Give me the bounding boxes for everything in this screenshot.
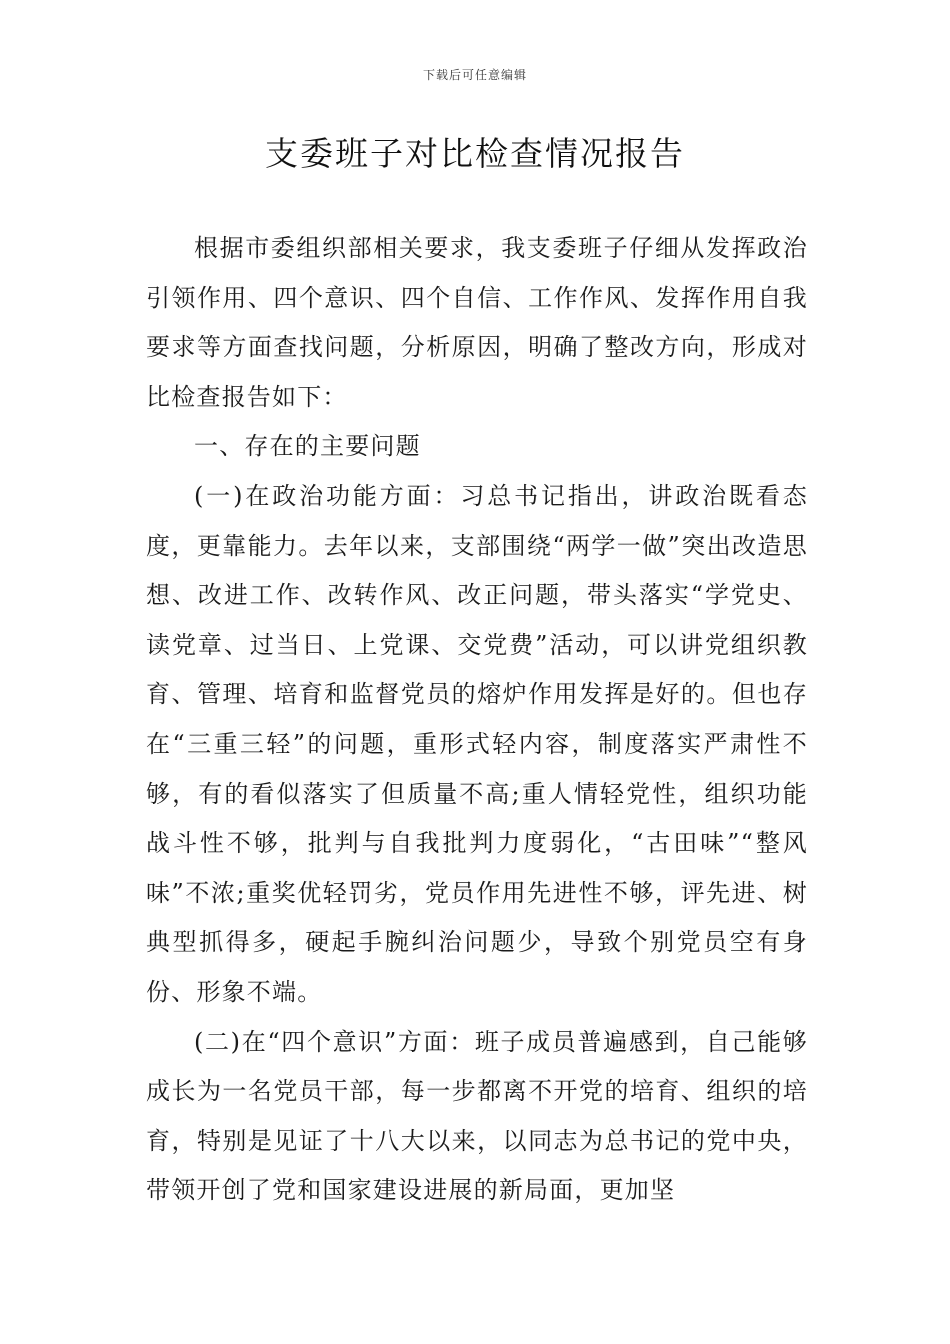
document-title: 支委班子对比检查情况报告 bbox=[265, 134, 685, 173]
paragraph-intro: 根据市委组织部相关要求，我支委班子仔细从发挥政治引领作用、四个意识、四个自信、工作作风、发挥作用自我要求等方面查找问题，分析原因，明确了整改方向，形成对比检查报告如下： bbox=[146, 234, 808, 411]
section-heading-main-problems: 一、存在的主要问题 bbox=[194, 432, 421, 461]
paragraph-political-function: (一)在政治功能方面：习总书记指出，讲政治既看态度，更靠能力。去年以来，支部围绕“两学一做”突出改造思想、改进工作、改转作风、改正问题，带头落实“学党史、读党章、过当日、上党课、交党费”活动，可以讲党组织教育、管理、培育和监督党员的熔炉作用发挥是好的。但也存在“三重三轻”的问题，重形式轻内容，制度落实严肃性不够，有的看似落实了但质量不高;重人情轻党性，组织功能战斗性不够，批判与自我批判力度弱化，“古田味”“整风味”不浓;重奖优轻罚劣，党员作用先进性不够，评先进、树典型抓得多，硬起手腕纠治问题少，导致个别党员空有身份、形象不端。 bbox=[146, 481, 808, 1006]
paragraph-four-consciousness: (二)在“四个意识”方面：班子成员普遍感到，自己能够成长为一名党员干部，每一步都离不开党的培育、组织的培育，特别是见证了十八大以来，以同志为总书记的党中央，带领开创了党和国家建设进展的新局面，更加坚 bbox=[146, 1027, 808, 1205]
header-note: 下载后可任意编辑 bbox=[422, 68, 527, 82]
document-body bbox=[146, 224, 808, 1216]
